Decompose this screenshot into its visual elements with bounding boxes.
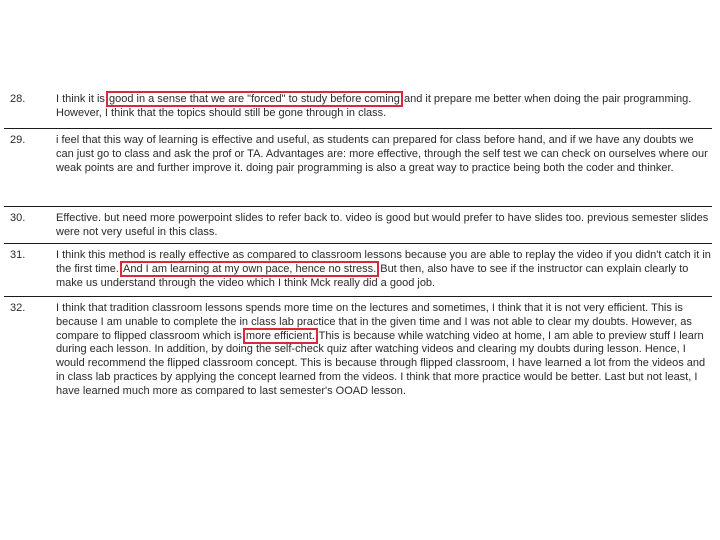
response-text-before: Effective. but need more powerpoint slides to refer back to. video is good but would prefer to have slides too. previous semester slides were not very useful in this class. xyxy=(56,212,709,238)
response-number: 29. xyxy=(10,134,26,146)
highlighted-phrase: good in a sense that we are "forced" to study before coming xyxy=(108,93,400,105)
response-text xyxy=(56,212,712,240)
response-text xyxy=(56,249,712,290)
highlighted-phrase: And I am learning at my own pace, hence no stress. xyxy=(123,262,377,275)
response-row xyxy=(4,296,712,426)
response-number: 32. xyxy=(10,302,26,314)
response-text xyxy=(56,93,712,121)
response-row xyxy=(4,88,712,126)
response-row xyxy=(4,243,712,295)
response-number: 31. xyxy=(10,249,26,261)
response-row xyxy=(4,128,712,204)
response-text-before: I think it is xyxy=(56,93,108,105)
response-text-before: i feel that this way of learning is effective and useful, as students can prepared for class before hand, and if we have any doubts we can just go to class and ask the prof or TA. Advantages are: more effective, through the self test we can check on ourselves where our weak points are and further improve it. doing pair programming is also a great way to practice being both the coder and thinker. xyxy=(56,134,708,174)
response-text xyxy=(56,134,712,175)
response-text-after: This is because while watching video at home, I am able to preview stuff I learn during each lesson. In addition, by doing the self-check quiz after watching videos and clearing my doubts during lesson. Hence, I would recommend the flipped classroom concept. This is because through flipped classroom, I have learned a lot from the videos and in class lab practices by applying the concept learned from the videos. I think that more practice would be better. Last but not least, I have learned much more as compared to last semester's OOAD lesson. xyxy=(56,329,706,397)
response-text-before: I think that tradition classroom lessons spends more time on the lectures and sometimes, I think that it is not very efficient. This is because I am unable to complete the in class lab practice that in the given time and I was not able to clear my doubts. However, as compare to flipped classroom which is xyxy=(56,302,692,342)
response-text xyxy=(56,302,712,399)
response-row xyxy=(4,206,712,242)
response-text-before: I think this method is really effective as compared to classroom lessons because you are able to replay the video if you didn't catch it in the first time. xyxy=(56,249,711,275)
response-number: 30. xyxy=(10,212,26,224)
response-text-after: But then, also have to see if the instructor can explain clearly to make us understand through the video which I think Mck really did a good job. xyxy=(56,262,689,289)
response-text-after: and it prepare me better when doing the pair programming. However, I think that the topics should still be gone through in class. xyxy=(56,93,692,119)
highlighted-phrase: more efficient. xyxy=(245,329,315,342)
response-number: 28. xyxy=(10,93,26,105)
